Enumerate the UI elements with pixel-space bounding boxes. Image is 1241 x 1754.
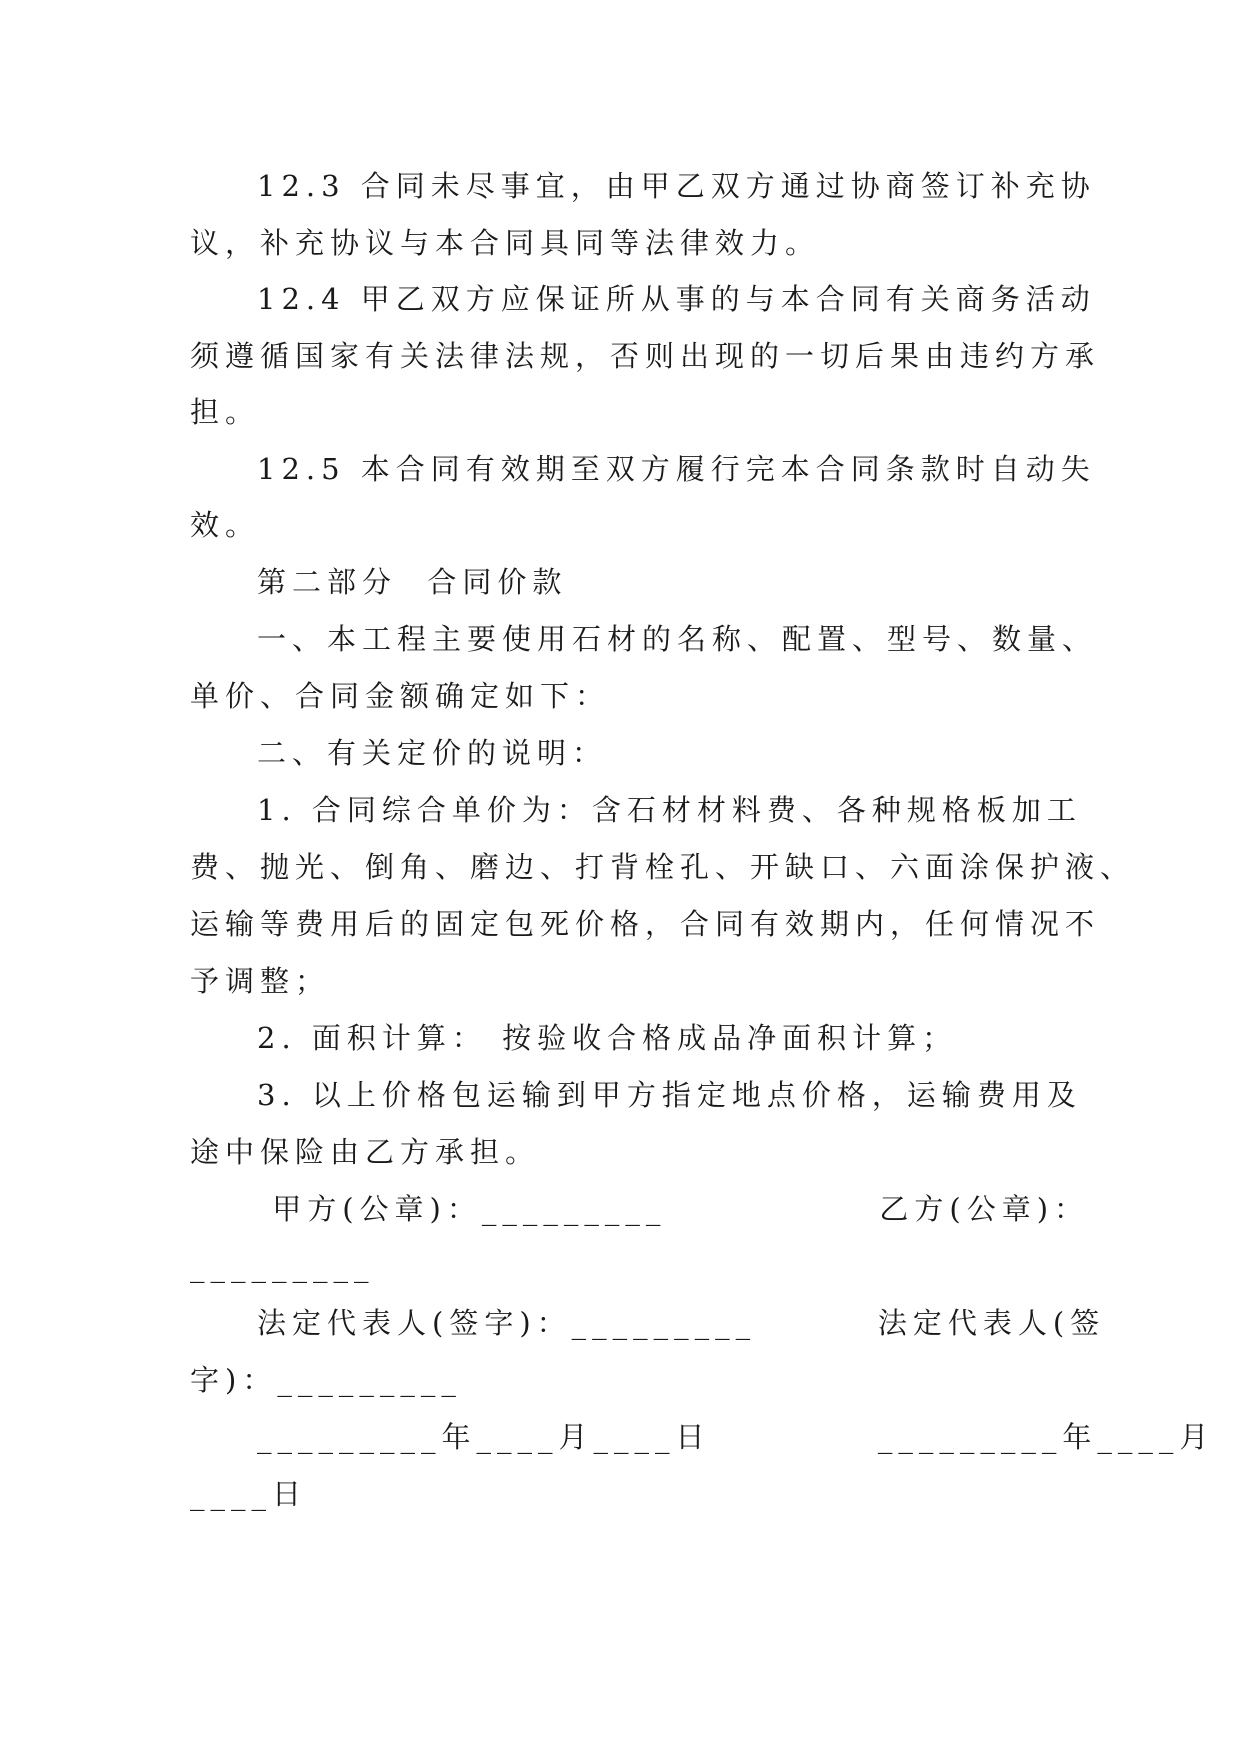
pricing-note-1-line-2: 费、抛光、倒角、磨边、打背栓孔、开缺口、六面涂保护液、	[190, 850, 1136, 884]
pricing-note-2: 2. 面积计算： 按验收合格成品净面积计算；	[257, 1021, 958, 1055]
clause-12-3-line-2: 议，补充协议与本合同具同等法律效力。	[190, 226, 821, 260]
party-seal-line: 甲方(公章)：_________ 乙方(公章)：	[257, 1192, 1090, 1226]
date-line: _________年____月____日 _________年____月	[257, 1420, 1215, 1454]
clause-12-5-line-2: 效。	[190, 508, 261, 542]
section-heading-part-two: 第二部分 合同价款	[257, 565, 568, 599]
pricing-note-3-line-1: 3. 以上价格包运输到甲方指定地点价格，运输费用及	[257, 1078, 1082, 1112]
item-two-heading: 二、有关定价的说明：	[257, 736, 608, 770]
pricing-note-3-line-2: 途中保险由乙方承担。	[190, 1135, 541, 1169]
party-seal-blank: _________	[190, 1249, 375, 1283]
item-one-line-1: 一、本工程主要使用石材的名称、配置、型号、数量、	[257, 622, 1098, 656]
clause-12-3-line-1: 12.3 合同未尽事宜，由甲乙双方通过协商签订补充协	[257, 169, 1096, 203]
pricing-note-1-line-1: 1. 合同综合单价为：含石材材料费、各种规格板加工	[257, 793, 1082, 827]
pricing-note-1-line-4: 予调整；	[190, 964, 331, 998]
clause-12-4-line-2: 须遵循国家有关法律法规，否则出现的一切后果由违约方承	[190, 339, 1101, 373]
clause-12-4-line-3: 担。	[190, 395, 261, 429]
item-one-line-2: 单价、合同金额确定如下：	[190, 679, 611, 713]
clause-12-4-line-1: 12.4 甲乙双方应保证所从事的与本合同有关商务活动	[257, 282, 1096, 316]
legal-representative-continued: 字)：_________	[190, 1363, 462, 1397]
clause-12-5-line-1: 12.5 本合同有效期至双方履行完本合同条款时自动失	[257, 452, 1096, 486]
pricing-note-1-line-3: 运输等费用后的固定包死价格，合同有效期内，任何情况不	[190, 907, 1101, 941]
date-line-continued: ____日	[190, 1477, 308, 1511]
legal-representative-line: 法定代表人(签字)：_________ 法定代表人(签	[257, 1306, 1106, 1340]
